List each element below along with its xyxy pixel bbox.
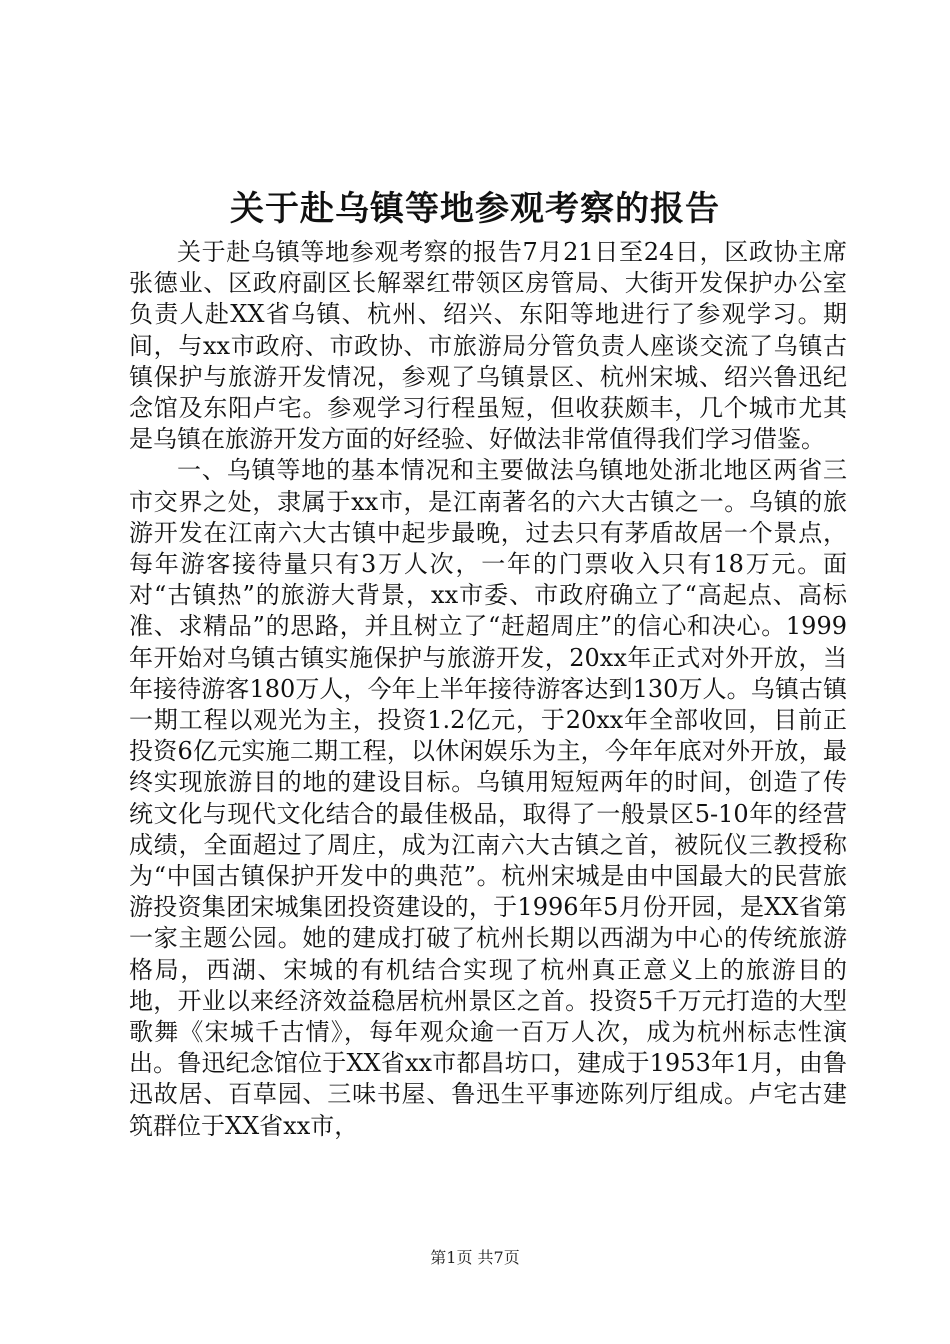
paragraph-section-one: 一、乌镇等地的基本情况和主要做法乌镇地处浙北地区两省三市交界之处，隶属于xx市，是江南著名的六大古镇之一。乌镇的旅游开发在江南六大古镇中起步最晚，过去只有茅盾故居一个景点，每年游客接待量只有3万人次，一年的门票收入只有18万元。面对“古镇热”的旅游大背景，xx市委、市政府确立了“高起点、高标准、求精品”的思路，并且树立了“赶超周庄”的信心和决心。1999年开始对乌镇古镇实施保护与旅游开发，20xx年正式对外开放，当年接待游客180万人，今年上半年接待游客达到130万人。乌镇古镇一期工程以观光为主，投资1.2亿元，于20xx年全部收回，目前正投资6亿元实施二期工程，以休闲娱乐为主，今年年底对外开放，最终实现旅游目的地的建设目标。乌镇用短短两年的时间，创造了传统文化与现代文化结合的最佳极品，取得了一般景区5-10年的经营成绩，全面超过了周庄，成为江南六大古镇之首，被阮仪三教授称为“中国古镇保护开发中的典范”。杭州宋城是由中国最大的民营旅游投资集团宋城集团投资建设的，于1996年5月份开园，是XX省第一家主题公园。她的建成打破了杭州长期以西湖为中心的传统旅游格局，西湖、宋城的有机结合实现了杭州真正意义上的旅游目的地，开业以来经济效益稳居杭州景区之首。投资5千万元打造的大型歌舞《宋城千古情》，每年观众逾一百万人次，成为杭州标志性演出。鲁迅纪念馆位于XX省xx市都昌坊口，建成于1953年1月，由鲁迅故居、百草园、三味书屋、鲁迅生平事迹陈列厅组成。卢宅古建筑群位于XX省xx市， <box>129 456 847 1140</box>
document-body <box>129 237 847 1142</box>
page-number-footer: 第1页 共7页 <box>430 1248 520 1267</box>
document-title: 关于赴乌镇等地参观考察的报告 <box>230 189 720 229</box>
paragraph-intro: 关于赴乌镇等地参观考察的报告7月21日至24日，区政协主席张德业、区政府副区长解翠红带领区房管局、大街开发保护办公室负责人赴XX省乌镇、杭州、绍兴、东阳等地进行了参观学习。期间，与xx市政府、市政协、市旅游局分管负责人座谈交流了乌镇古镇保护与旅游开发情况，参观了乌镇景区、杭州宋城、绍兴鲁迅纪念馆及东阳卢宅。参观学习行程虽短，但收获颇丰，几个城市尤其是乌镇在旅游开发方面的好经验、好做法非常值得我们学习借鉴。 <box>129 238 847 454</box>
